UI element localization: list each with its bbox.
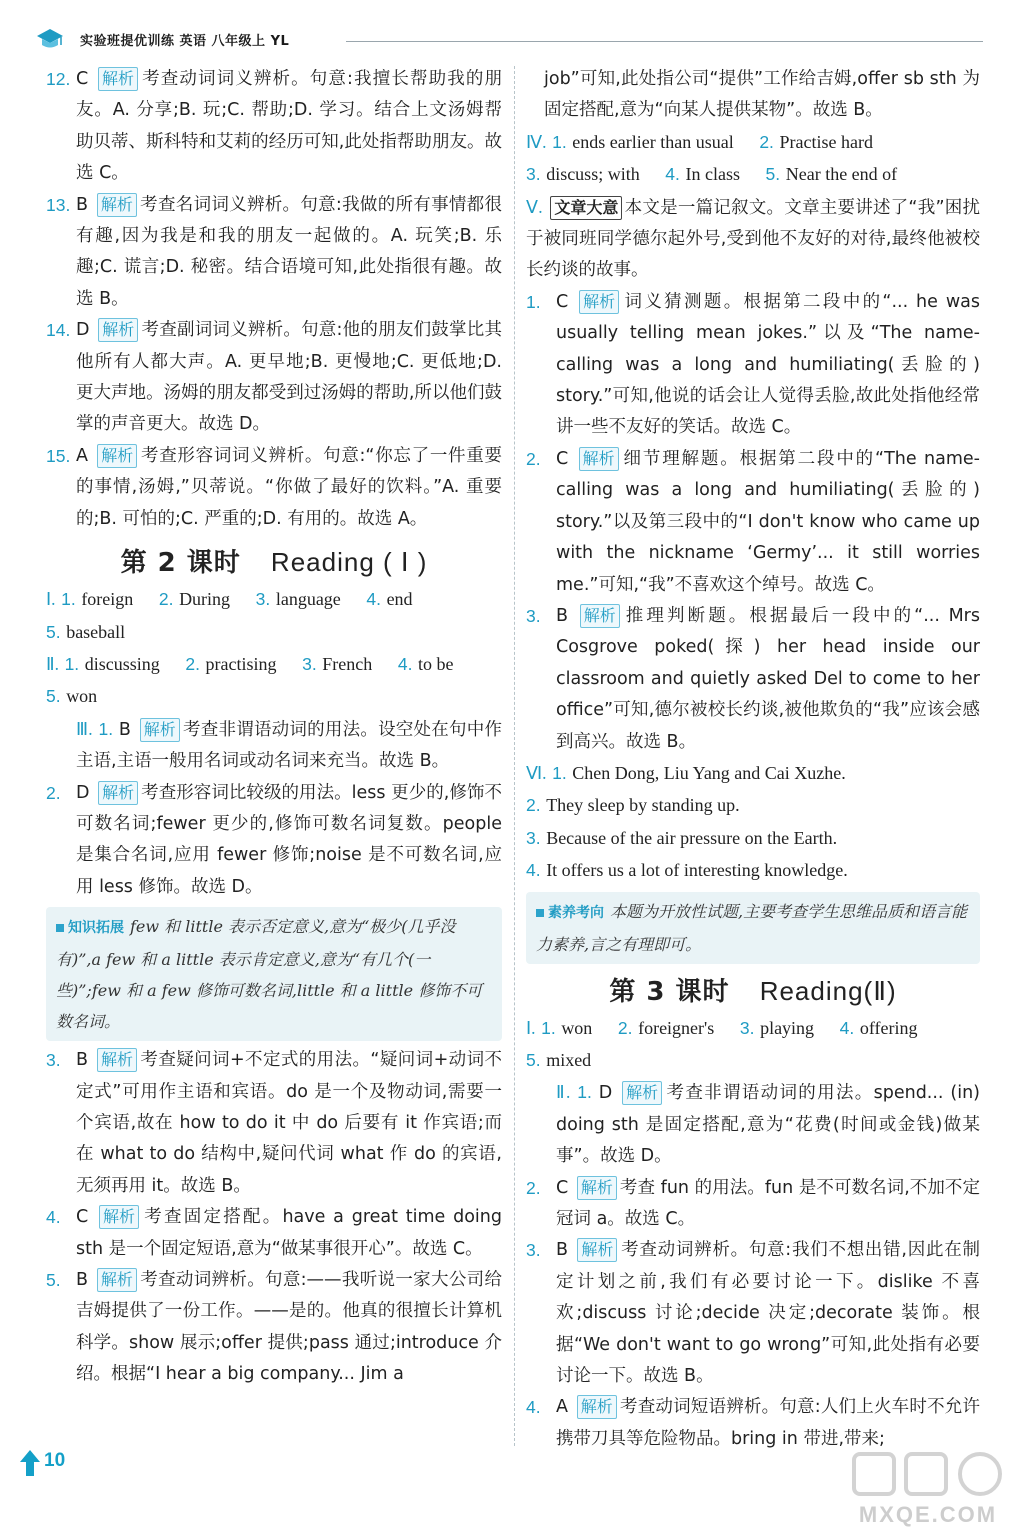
analysis-tag: 解析 [97,444,137,468]
analysis-text: 考查固定搭配。have a great time doing sth 是一个固定短语,意为“做某事很开心”。故选 C。 [76,1207,502,1259]
item-number: 15. [46,445,71,466]
exercise-roman: Ⅰ. [526,1017,536,1038]
item-number: 1. [552,762,567,783]
item-number: 5. [765,164,781,185]
item-number: 2. [158,589,174,610]
answer-item-14 [46,315,502,441]
left-column [46,64,502,1391]
analysis-text: 考查动词词义辨析。句意:我擅长帮助我的朋友。A. 分享;B. 玩;C. 帮助;D. 学习。结合上文汤姆帮助贝蒂、斯科特和艾莉的经历可知,此处指帮助朋友。故选 C。 [76,69,502,184]
exercise-roman: Ⅳ. [526,131,547,152]
watermark [848,1448,1008,1528]
answer-sentence: Because of the air pressure on the Earth. [546,827,838,848]
analysis-tag: 解析 [97,1048,137,1072]
answer-phrase: discuss; with [546,164,640,185]
analysis-tag: 解析 [577,1395,617,1419]
continued-text [526,64,980,127]
answer-item-v-2 [526,444,980,601]
column-divider [514,66,515,1446]
item-number: 2. [46,782,61,803]
item-number: 1. [64,653,80,674]
lesson3-answer-ii-1 [526,1077,980,1172]
item-number: 3. [302,653,317,674]
item-number: 3. [255,589,271,610]
answer-word: mixed [546,1049,592,1070]
section-title-lesson-3 [526,970,980,1013]
answer-sentence: Chen Dong, Liu Yang and Cai Xuzhe. [572,762,846,783]
exercise-6-answer-1 [526,758,980,790]
item-number: 1. [98,718,114,739]
answer-item-13 [46,190,502,316]
analysis-tag: 解析 [579,290,619,314]
analysis-tag: 解析 [580,604,620,628]
answer-item-iii-1 [46,714,502,778]
exercise-roman: Ⅲ. [76,718,93,739]
exercise-1-answers-cont [46,617,502,649]
answer-item-iii-3 [46,1045,502,1202]
analysis-text: 考查名词词义辨析。句意:我做的所有事情都很有趣,因为我是和我的朋友一起做的。A. 玩笑;B. 乐趣;C. 谎言;D. 秘密。结合语境可知,此处指很有趣。故选 B。 [76,194,502,309]
analysis-tag: 解析 [140,718,180,742]
item-number: 3. [526,164,541,185]
answer-phrase: In class [685,164,740,185]
passage-summary [526,192,980,287]
summary-text: 本文是一篇记叙文。文章主要讲述了“我”困扰于被同班同学德尔起外号,受到他不友好的对待,最终他被校长约谈的故事。 [526,197,980,281]
answer-letter: D [76,782,90,803]
note-label: 知识拓展 [56,913,124,944]
item-number: 2. [526,795,541,816]
answer-word: playing [760,1017,815,1038]
answer-word: to be [418,653,454,674]
analysis-text: 考查形容词比较级的用法。less 更少的,修饰不可数名词;fewer 更少的,修饰可数名词复数。people 是集合名词,应用 fewer 修饰;noise 是不可数名词,应用 less 修饰。故选 D。 [76,782,502,897]
item-number: 5. [526,1049,541,1070]
watermark-text: MXQE.COM [858,1502,998,1527]
answer-letter: A [76,445,88,466]
answer-word: won [561,1017,593,1038]
analysis-text: 细节理解题。根据第二段中的“The name-calling was a long and humiliating(丢脸的) story.”以及第三段中的“I don't know who came up with the nickname ‘Germy’... it still worries me.”可知,“我”不喜欢这个绰号。故选 C。 [556,448,980,595]
item-number: 13. [46,194,71,215]
exercise-4-answers-cont [526,159,980,191]
watermark-logo-icon [848,1448,1008,1500]
answer-letter: C [556,1177,569,1198]
note-text: 本题为开放性试题,主要考查学生思维品质和语言能力素养,言之有理即可。 [536,901,968,954]
answer-letter: B [76,1050,89,1071]
item-number: 1. [552,131,567,152]
analysis-tag: 解析 [98,318,138,342]
exercise-2-answers [46,649,502,681]
note-label: 素养考向 [536,898,604,929]
section-title-cn: 第 2 课时 [120,548,241,579]
answer-letter: A [556,1397,568,1418]
item-number: 4. [526,1397,541,1418]
header-rule [346,41,983,42]
item-number: 1. [577,1082,592,1103]
exercise-4-answers [526,127,980,159]
lesson3-answer-ii-4 [526,1392,980,1455]
item-number: 3. [526,605,541,626]
exercise-roman: Ⅵ. [526,762,547,783]
section-title-en: Reading(Ⅱ) [759,975,897,1006]
answer-item-15 [46,441,502,535]
item-number: 4. [46,1207,61,1228]
analysis-text: 考查 fun 的用法。fun 是不可数名词,不加不定冠词 a。故选 C。 [556,1177,980,1229]
summary-tag: 文章大意 [550,196,622,220]
analysis-text: 考查非谓语动词的用法。设空处在句中作主语,主语一般用名词或动名词来充当。故选 B。 [76,719,502,772]
lesson3-answer-ii-2 [526,1173,980,1236]
answer-word: foreign [81,589,134,610]
analysis-text: 考查形容词词义辨析。句意:“你忘了一件重要的事情,汤姆,”贝蒂说。“你做了最好的饮料。”A. 重要的;B. 可怕的;C. 严重的;D. 有用的。故选 A。 [76,445,502,529]
exercise-2-answers-cont [46,681,502,713]
item-number: 3. [46,1050,61,1071]
answer-item-v-1 [526,287,980,444]
answer-sentence: They sleep by standing up. [546,795,740,816]
answer-letter: C [556,448,569,469]
answer-letter: B [556,605,569,626]
analysis-text: 考查非谓语动词的用法。spend... (in) doing sth 是固定搭配,意为“花费(时间或金钱)做某事”。故选 D。 [556,1083,980,1167]
arrow-up-icon [18,1448,42,1478]
item-number: 2. [526,1177,541,1198]
analysis-tag: 解析 [577,1238,617,1262]
knowledge-extension-note [46,907,502,1041]
item-number: 3. [739,1017,755,1038]
item-number: 14. [46,320,71,341]
lesson3-exercise-1-answers-cont [526,1045,980,1077]
answer-letter: C [76,69,89,89]
analysis-tag: 解析 [99,1205,139,1229]
analysis-text: 考查副词词义辨析。句意:他的朋友们鼓掌比其他所有人都大声。A. 更早地;B. 更慢地;C. 更低地;D. 更大声地。汤姆的朋友都受到过汤姆的帮助,所以他们鼓掌的声音更大。故选 D。 [76,320,502,435]
answer-item-v-3 [526,601,980,758]
item-number: 2. [759,131,774,152]
analysis-tag: 解析 [98,781,138,805]
answer-word: offering [859,1017,918,1038]
analysis-tag: 解析 [97,1268,137,1292]
answer-phrase: Practise hard [779,131,873,152]
exercise-6-answer-3 [526,823,980,855]
answer-letter: B [76,1270,89,1290]
answer-word: practising [205,653,277,674]
answer-letter: C [76,1207,89,1228]
exercise-1-answers [46,584,502,616]
section-title-en: Reading ( Ⅰ ) [270,547,428,578]
lesson3-answer-ii-3 [526,1235,980,1392]
right-column [526,64,980,1455]
answer-item-iii-2 [46,778,502,904]
answer-item-iii-4 [46,1202,502,1265]
exercise-roman: Ⅱ. [46,653,59,674]
analysis-tag: 解析 [622,1081,662,1105]
answer-word: won [66,686,98,707]
exercise-roman: Ⅴ. [526,196,543,217]
item-number: 4. [526,860,541,881]
literacy-focus-note [526,892,980,964]
item-number: 5. [46,686,61,707]
item-number: 3. [526,827,541,848]
answer-item-12 [46,64,502,190]
section-title-cn: 第 3 课时 [609,976,730,1007]
exercise-roman: Ⅱ. [556,1082,571,1103]
item-number: 4. [665,164,680,185]
note-text: few 和 little 表示否定意义,意为“极少(几乎没有)”,a few 和 a little 表示肯定意义,意为“有几个(一些)”;few 和 a few 修饰可数名词,little 和 a little 修饰不可数名词。 [56,917,483,1032]
answer-item-iii-5 [46,1265,502,1391]
item-number: 1. [61,589,76,610]
item-number: 2. [185,653,200,674]
analysis-text: 考查动词辨析。句意:——我听说一家大公司给吉姆提供了一份工作。——是的。他真的很擅长计算机科学。show 展示;offer 提供;pass 通过;introduce 介绍。根据“I hear a big company... Jim a [76,1270,502,1385]
analysis-tag: 解析 [98,67,138,91]
item-number: 3. [526,1240,541,1261]
exercise-6-answer-2 [526,790,980,822]
answer-word: foreigner's [638,1017,715,1038]
answer-sentence: It offers us a lot of interesting knowledge. [546,860,848,881]
analysis-text: 词义猜测题。根据第二段中的“... he was usually telling mean jokes.”以及“The name-calling was a long and humiliating(丢脸的) story.”可知,他说的话会让人觉得丢脸,故此处指他经常讲一些不友好的笑话。故选 C。 [556,291,980,438]
answer-phrase: Near the end of [785,164,898,185]
exercise-roman: Ⅰ. [46,589,56,610]
analysis-tag: 解析 [97,193,137,217]
answer-letter: B [118,719,131,740]
analysis-text: job”可知,此处指公司“提供”工作给吉姆,offer sb sth 为固定搭配,意为“向某人提供某物”。故选 B。 [544,69,980,121]
answer-word: language [275,589,341,610]
answer-letter: C [556,291,569,312]
graduation-cap-icon [36,26,64,52]
page-number: 10 [44,1450,66,1471]
analysis-text: 考查动词短语辨析。句意:人们上火车时不允许携带刀具等危险物品。bring in 带进,带来; [556,1397,980,1449]
analysis-tag: 解析 [579,447,619,471]
page-number-badge [18,1448,74,1478]
answer-letter: D [76,320,90,341]
answer-word: discussing [84,653,160,674]
analysis-tag: 解析 [577,1176,617,1200]
item-number: 4. [839,1017,855,1038]
answer-letter: D [598,1083,613,1104]
exercise-6-answer-4 [526,855,980,887]
analysis-text: 考查动词辨析。句意:我们不想出错,因此在制定计划之前,我们有必要讨论一下。dislike 不喜欢;discuss 讨论;decide 决定;decorate 装饰。根据“We don't want to go wrong”可知,此处指有必要讨论一下。故选 B。 [556,1240,980,1387]
book-title: 实验班提优训练 英语 八年级上 YL [80,34,290,49]
item-number: 5. [46,621,61,642]
item-number: 4. [397,653,413,674]
analysis-text: 推理判断题。根据最后一段中的“... Mrs Cosgrove poked(探) her head inside our classroom and quietly asked Del to come to her office”可知,德尔被校长约谈,被他欺负的“我”应该会感到高兴。故选 B。 [556,605,980,752]
item-number: 12. [46,69,71,89]
item-number: 5. [46,1270,61,1290]
answer-phrase: ends earlier than usual [572,131,734,152]
item-number: 1. [526,291,541,312]
answer-letter: B [556,1240,569,1261]
item-number: 4. [366,589,381,610]
page-header [28,22,983,56]
analysis-text: 考查疑问词+不定式的用法。“疑问词+动词不定式”可用作主语和宾语。do 是一个及物动词,需要一个宾语,故在 how to do it 中 do 后要有 it 作宾语;而在 what to do 结构中,疑问代词 what 作 do 的宾语,无须再用 it。故选 B。 [76,1050,502,1196]
answer-word: baseball [66,621,126,642]
item-number: 1. [541,1017,556,1038]
answer-word: During [179,589,231,610]
answer-letter: B [76,194,89,215]
answer-word: French [322,653,373,674]
lesson3-exercise-1-answers [526,1013,980,1045]
section-title-lesson-2 [46,541,502,584]
item-number: 2. [526,448,541,469]
item-number: 2. [617,1017,633,1038]
answer-word: end [386,589,413,610]
